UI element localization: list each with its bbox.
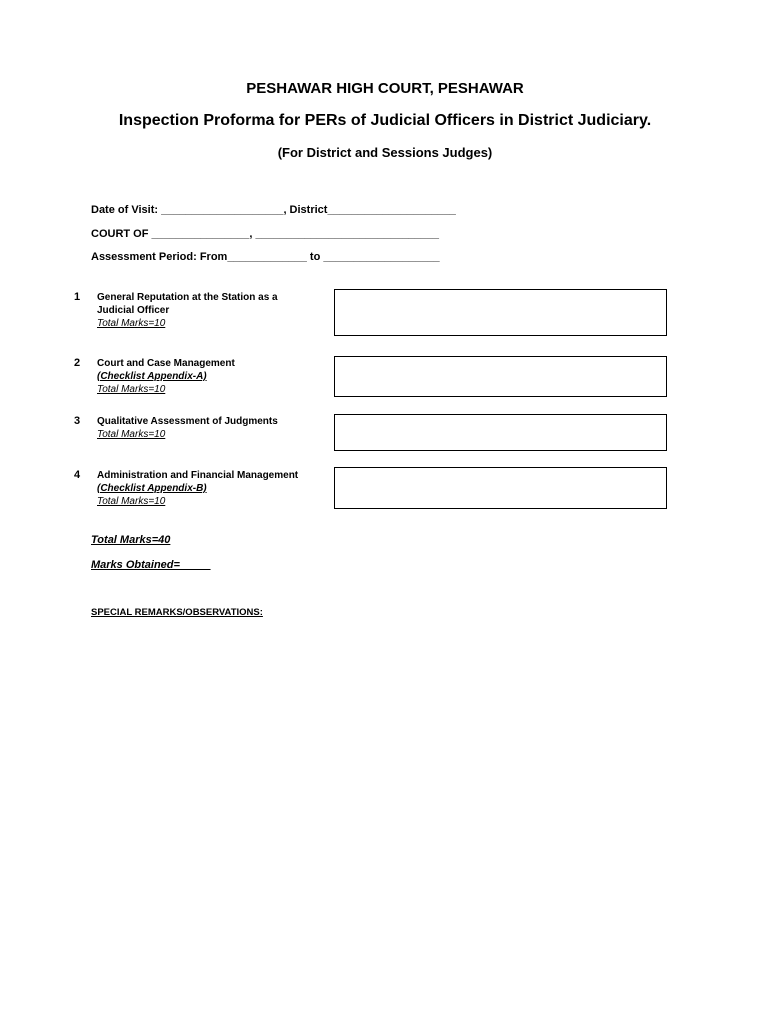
item-number: 2 xyxy=(74,357,81,369)
item-total-marks: Total Marks=10 xyxy=(97,496,166,507)
item-description xyxy=(97,469,332,508)
item-number: 3 xyxy=(74,415,81,427)
assessment-period-field[interactable]: Assessment Period: From_____________ to ___________________ xyxy=(91,251,440,263)
item-total-marks: Total Marks=10 xyxy=(97,318,166,329)
court-name-heading: PESHAWAR HIGH COURT, PESHAWAR xyxy=(246,80,524,97)
item-2-answer-box[interactable] xyxy=(334,356,667,397)
item-description xyxy=(97,357,332,396)
item-4-answer-box[interactable] xyxy=(334,467,667,509)
item-total-marks: Total Marks=10 xyxy=(97,384,166,395)
date-of-visit-field[interactable]: Date of Visit: ____________________, District_____________________ xyxy=(91,204,456,216)
item-title: General Reputation at the Station as a Judicial Officer xyxy=(97,292,278,316)
marks-obtained-field[interactable]: Marks Obtained=_____ xyxy=(91,559,211,571)
item-number: 4 xyxy=(74,469,81,481)
item-appendix-link[interactable]: (Checklist Appendix-B) xyxy=(97,483,207,494)
item-title: Court and Case Management xyxy=(97,358,235,369)
total-marks-label: Total Marks=40 xyxy=(91,534,171,546)
item-appendix-link[interactable]: (Checklist Appendix-A) xyxy=(97,371,207,382)
item-3-answer-box[interactable] xyxy=(334,414,667,451)
special-remarks-heading: SPECIAL REMARKS/OBSERVATIONS: xyxy=(91,607,263,618)
court-of-field[interactable]: COURT OF ________________, ______________________________ xyxy=(91,228,440,240)
item-description xyxy=(97,291,332,330)
item-total-marks: Total Marks=10 xyxy=(97,429,166,440)
item-title: Administration and Financial Management xyxy=(97,470,299,481)
item-title: Qualitative Assessment of Judgments xyxy=(97,416,278,427)
document-title: Inspection Proforma for PERs of Judicial Officers in District Judiciary. xyxy=(118,112,652,129)
item-description xyxy=(97,415,332,441)
item-1-answer-box[interactable] xyxy=(334,289,667,336)
item-number: 1 xyxy=(74,291,81,303)
document-subtitle: (For District and Sessions Judges) xyxy=(277,145,493,160)
